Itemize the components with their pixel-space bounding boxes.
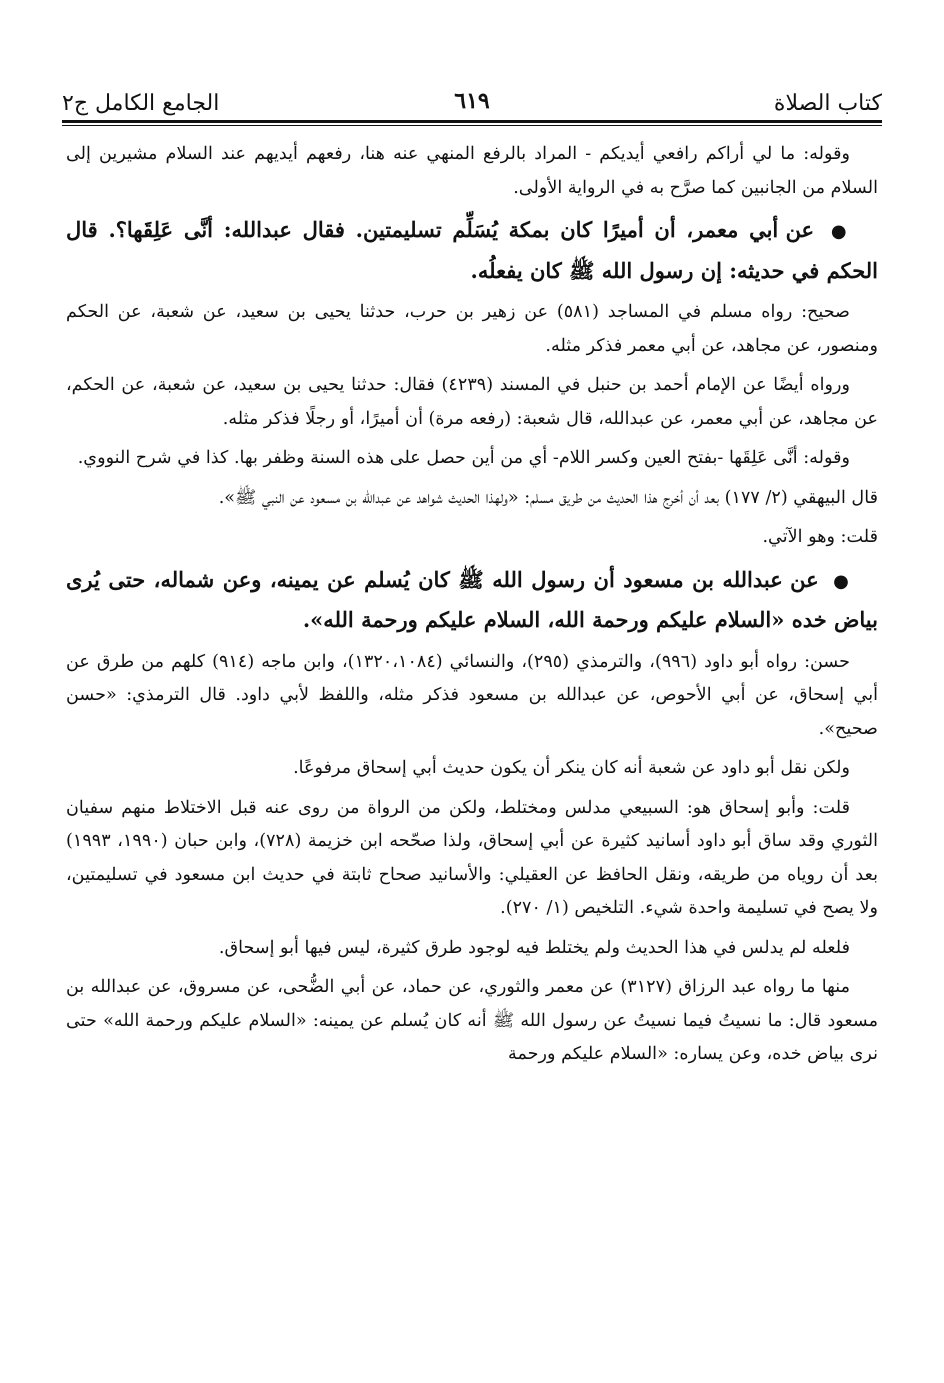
chapter-title: كتاب الصلاة — [773, 91, 882, 116]
hadith-text-2-body: عن عبدالله بن مسعود أن رسول الله ﷺ كان يُسلم عن يمينه، وعن شماله، حتى يُرى بياض خده «السلام عليكم ورحمة الله، السلام عليكم ورحمة الله». — [66, 566, 878, 632]
page-body — [66, 138, 878, 1078]
book-title: الجامع الكامل ج٢ — [62, 91, 220, 116]
paragraph-commentary: وقوله: ما لي أراكم رافعي أيديكم - المراد بالرفع المنهي عنه هنا، رفعهم أيديهم عند السلام مشيرين إلى السلام من الجانبين كما صرَّح به في الرواية الأولى. — [66, 144, 878, 198]
paragraph-takhrij-1: صحيح: رواه مسلم في المساجد (٥٨١) عن زهير بن حرب، حدثنا يحيى بن سعيد، عن شعبة، عن الحكم ومنصور، عن مجاهد، عن أبي معمر فذكر مثله. — [66, 302, 878, 356]
page-number: ٦١٩ — [454, 88, 490, 114]
paragraph-shuba: ولكن نقل أبو داود عن شعبة أنه كان ينكر أن يكون حديث أبي إسحاق مرفوعًا. — [293, 758, 850, 778]
bullet-icon: ● — [830, 221, 851, 242]
paragraph-explanation: وقوله: أنَّى عَلِقَها -بفتح العين وكسر اللام- أي من أين حصل على هذه السنة وظفر بها. كذا في شرح النووي. — [77, 448, 850, 468]
paragraph-abu-ishaq: قلت: وأبو إسحاق هو: السبيعي مدلس ومختلط، ولكن من الرواة من روى عنه قبل الاختلاط منهم سفيان الثوري وقد ساق أبو داود أسانيد كثيرة عن أبي إسحاق، ولذا صحّحه ابن خزيمة (٧٢٨)، وابن حبان (١٩٩٠، ١٩٩٣) بعد أن روياه من طريقه، ونقل الحافظ عن العقيلي: والأسانيد صحاح ثابتة في حديث ابن مسعود في تسليمتين، ولا يصح في تسليمة واحدة شيء. التلخيص (١/ ٢٧٠). — [66, 797, 879, 918]
header-rule — [62, 120, 882, 123]
hadith-text-1-body: عن أبي معمر، أن أميرًا كان بمكة يُسَلِّم تسليمتين. فقال عبدالله: أنَّى عَلِقَها؟. قال الحكم في حديثه: إن رسول الله ﷺ كان يفعلُه. — [66, 217, 878, 283]
paragraph-bayhaqi: قال البيهقي (٢/ ١٧٧) بعد أن أخرج هذا الحديث من طريق مسلم: «ولهذا الحديث شواهد عن عبدالله بن مسعود عن النبي ﷺ». — [218, 487, 878, 508]
hadith-text-2 — [66, 561, 878, 640]
hadith-text-1 — [66, 211, 878, 290]
header-rule-thin — [62, 125, 882, 126]
paragraph-abdurrazzaq: منها ما رواه عبد الرزاق (٣١٢٧) عن معمر والثوري، عن حماد، عن أبي الضُّحى، عن مسروق، عن عبدالله بن مسعود قال: ما نسيتُ فيما نسيتُ عن رسول الله ﷺ أنه كان يُسلم عن يمينه: «السلام عليكم ورحمة الله» حتى نرى بياض خده، وعن يساره: «السلام عليكم ورحمة — [66, 977, 878, 1064]
paragraph-hasan: حسن: رواه أبو داود (٩٩٦)، والترمذي (٢٩٥)، والنسائي (١٣٢٠،١٠٨٤)، وابن ماجه (٩١٤) كلهم من طرق عن أبي إسحاق، عن أبي الأحوص، عن عبدالله بن مسعود فذكر مثله، واللفظ لأبي داود. قال الترمذي: «حسن صحيح». — [66, 651, 878, 739]
page-header — [62, 80, 882, 116]
paragraph-takhrij-2: ورواه أيضًا عن الإمام أحمد بن حنبل في المسند (٤٢٣٩) فقال: حدثنا يحيى بن سعيد، عن شعبة، عن الحكم، عن مجاهد، عن أبي معمر، عن عبدالله، قال شعبة: (رفعه مرة) أن أميرًا، أو رجلًا فذكر مثله. — [66, 375, 878, 429]
paragraph-conclusion: فلعله لم يدلس في هذا الحديث ولم يختلط فيه لوجود طرق كثيرة، ليس فيها أبو إسحاق. — [218, 937, 850, 958]
paragraph-note: قلت: وهو الآتي. — [762, 527, 878, 547]
bullet-icon: ● — [833, 570, 850, 592]
